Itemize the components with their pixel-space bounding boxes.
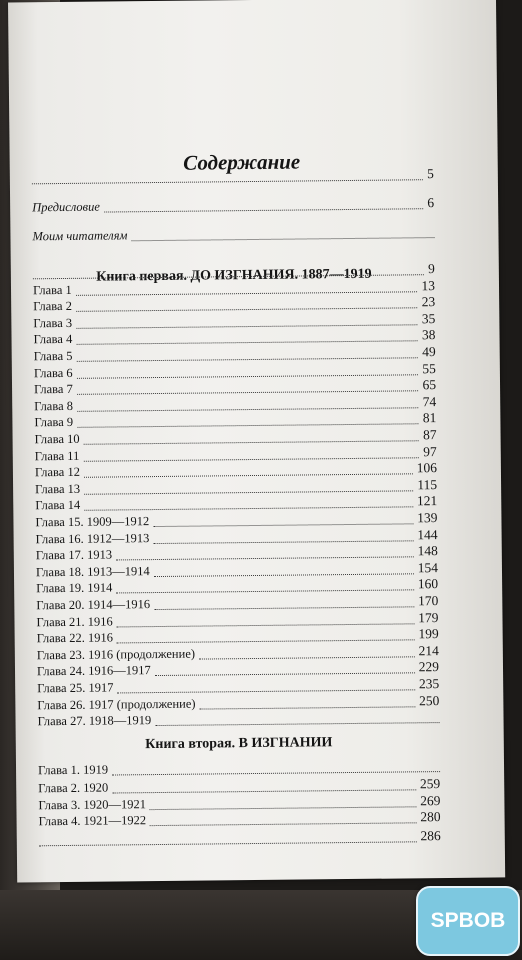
toc-row-label: Глава 26. 1917 (продолжение) <box>37 696 196 712</box>
toc-row-page: 214 <box>418 642 439 659</box>
toc-row-page: 38 <box>421 327 436 343</box>
toc-row-page: 170 <box>417 593 439 609</box>
page-title: Содержание <box>183 149 301 175</box>
toc-row-page: 139 <box>417 510 438 526</box>
toc-row-label: Глава 4. 1921—1922 <box>38 813 147 829</box>
toc-row-page: 115 <box>417 476 438 493</box>
toc-leader-dots <box>156 722 440 726</box>
toc-row-page: 49 <box>422 344 436 360</box>
toc-row-page: 179 <box>418 609 439 625</box>
watermark-text: SPBOB <box>430 909 506 932</box>
toc-row-label: Глава 25. 1917 <box>37 680 114 696</box>
toc-row-page: 259 <box>419 776 441 792</box>
toc-row-label: Глава 8 <box>34 398 74 414</box>
toc-leader-dots <box>199 706 415 709</box>
toc-row-label: Глава 2. 1920 <box>38 780 109 796</box>
toc-row-page: 199 <box>418 626 439 642</box>
toc-row-label: Глава 15. 1909—1912 <box>35 514 150 530</box>
toc-row-page: 97 <box>423 443 437 459</box>
toc-row-label: Глава 3. 1920—1921 <box>38 797 146 813</box>
book1-heading: Книга первая. ДО ИЗГНАНИЯ. 1887—1919 <box>96 266 372 285</box>
toc-row-page: 144 <box>417 526 438 542</box>
toc-row-page: 55 <box>422 360 436 376</box>
book-page <box>8 0 505 883</box>
toc-row <box>32 166 434 186</box>
toc-row-label: Глава 11 <box>34 448 80 463</box>
toc-row-page: 81 <box>422 410 437 426</box>
toc-leader-dots <box>32 179 423 184</box>
book2-heading: Книга вторая. В ИЗГНАНИИ <box>145 735 333 753</box>
toc-row-page: 65 <box>422 377 437 393</box>
toc-row-label: Глава 1 <box>32 282 72 297</box>
toc-row-page: 5 <box>426 166 434 182</box>
toc-leader-dots <box>199 656 415 659</box>
toc-row-page: 280 <box>420 809 441 825</box>
toc-row-label: Глава 12 <box>34 465 80 480</box>
toc-leader-dots <box>104 208 423 212</box>
toc-leader-dots <box>112 771 440 775</box>
watermark-badge <box>416 886 520 956</box>
toc-leader-dots <box>39 841 417 846</box>
toc-row-label: Глава 21. 1916 <box>36 614 113 629</box>
toc-row-page: 35 <box>421 310 436 327</box>
toc-row <box>38 758 440 778</box>
toc-row-label: Глава 17. 1913 <box>35 547 113 563</box>
toc-row-label: Предисловие <box>32 199 100 215</box>
toc-row-label: Глава 19. 1914 <box>36 580 113 596</box>
toc-row-label: Глава 7 <box>33 382 73 397</box>
toc-row-label: Глава 3 <box>33 315 73 331</box>
toc-leader-dots <box>150 822 417 826</box>
toc-row-label: Глава 22. 1916 <box>36 630 113 646</box>
toc-row-label: Глава 13 <box>35 481 81 497</box>
toc-row-label: Глава 24. 1916—1917 <box>36 663 151 679</box>
toc-row-page: 286 <box>420 828 441 844</box>
toc-row <box>39 809 441 829</box>
toc-row-page: 148 <box>417 543 438 559</box>
toc-row-page: 250 <box>419 692 440 708</box>
toc-row-page: 74 <box>422 393 437 410</box>
toc-row-page: 154 <box>417 559 439 576</box>
toc-row-label: Глава 10 <box>34 431 80 447</box>
toc-row <box>39 828 441 848</box>
toc-row-label: Глава 9 <box>34 415 74 430</box>
toc-row <box>37 709 439 729</box>
toc-row-label: Глава 27. 1918—1919 <box>37 713 152 729</box>
toc-row-label: Глава 16. 1912—1913 <box>35 530 150 546</box>
toc-row-label: Глава 5 <box>33 348 73 364</box>
toc-row <box>32 224 434 244</box>
toc-row-label: Глава 23. 1916 (продолжение) <box>36 646 196 663</box>
toc-leader-dots <box>132 237 435 241</box>
toc-row-page: 23 <box>421 294 436 310</box>
toc-row-page: 87 <box>422 427 437 443</box>
toc-row-label: Глава 2 <box>33 299 73 314</box>
toc-row-page: 229 <box>418 659 440 675</box>
toc-row-label: Глава 18. 1913—1914 <box>35 563 150 580</box>
toc-row-page: 269 <box>420 793 441 809</box>
toc-row-page: 235 <box>418 676 440 692</box>
toc-row <box>32 195 434 215</box>
toc-row-page: 121 <box>416 493 438 509</box>
toc-row-page: 6 <box>427 195 435 211</box>
toc-row-label: Глава 1. 1919 <box>37 762 109 778</box>
toc-row-label: Глава 6 <box>33 365 73 380</box>
toc-row-page: 160 <box>417 576 439 592</box>
toc-row-label: Глава 4 <box>33 332 73 347</box>
toc-row-page: 13 <box>421 277 436 293</box>
toc-content <box>30 0 441 844</box>
toc-row-label: Глава 20. 1914—1916 <box>36 597 151 613</box>
toc-row-label: Моим читателям <box>32 228 128 244</box>
toc-row-page: 106 <box>416 460 437 476</box>
toc-row-page: 9 <box>427 261 435 277</box>
toc-row-label: Глава 14 <box>35 498 81 513</box>
